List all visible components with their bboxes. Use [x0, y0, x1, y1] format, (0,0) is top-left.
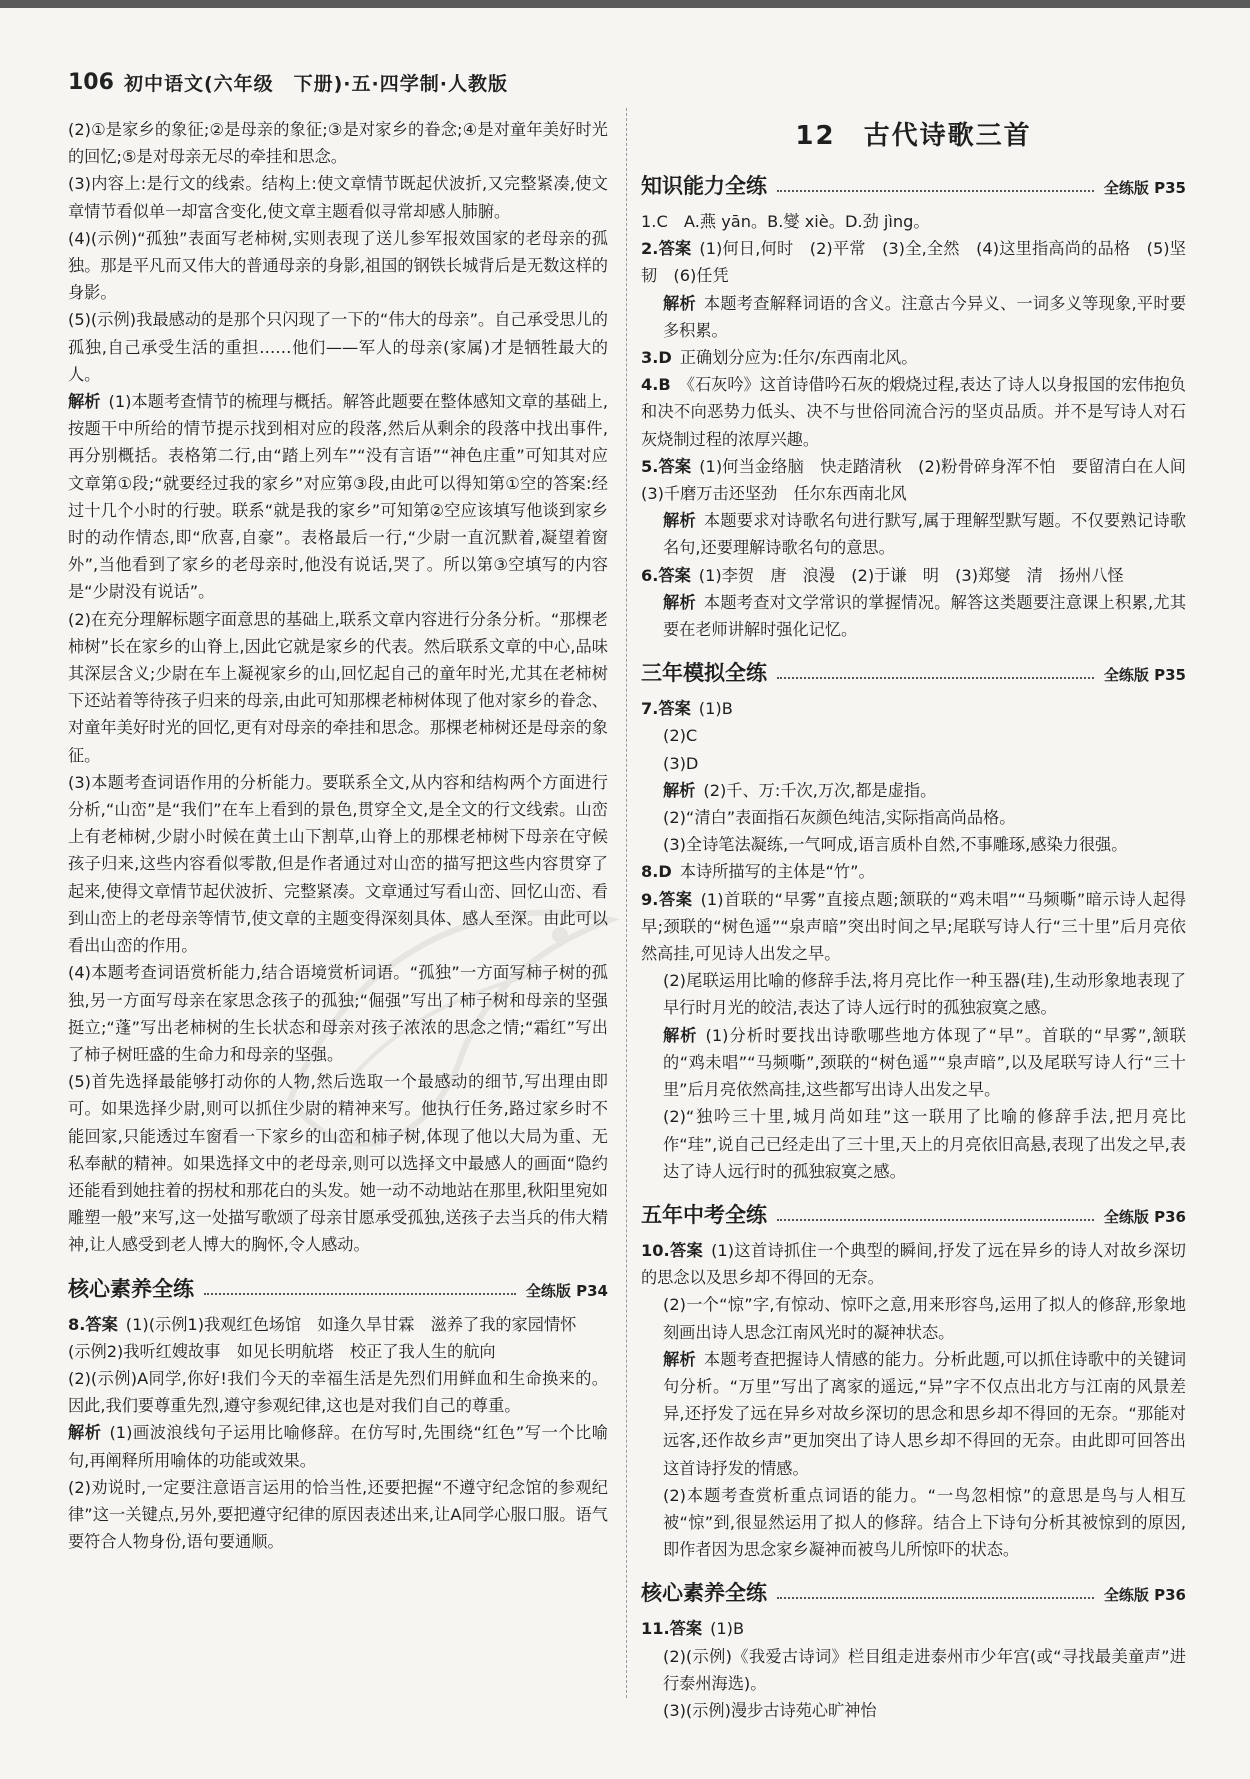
paragraph [68, 1474, 608, 1556]
answer-label: 4.B [641, 375, 671, 395]
paragraph [641, 695, 1186, 722]
paragraph [68, 959, 608, 1068]
answer-label: 解析 [663, 511, 696, 531]
paragraph [641, 1237, 1186, 1291]
paragraph [641, 589, 1186, 643]
paragraph [641, 804, 1186, 831]
paragraph [641, 831, 1186, 858]
dotted-leader [777, 1219, 1094, 1221]
paragraph [641, 1291, 1186, 1345]
page-number: 106 [68, 69, 114, 95]
paragraph [68, 116, 608, 170]
paragraph-text: 本题考查把握诗人情感的能力。分析此题,可以抓住诗歌中的关键词句分析。“万里”写出了离家的遥远,“异”字不仅点出北方与江南的风景差异,还抒发了远在异乡对故乡深切的思念和思乡却不得回的无奈。“那能对远客,还作故乡声”更加突出了诗人思乡却不得回的无奈。由此即可回答出这首诗抒发的情感。 [663, 1349, 1187, 1478]
chapter-title: 12 古代诗歌三首 [795, 121, 1032, 151]
paragraph-text: (2)一个“惊”字,有惊动、惊吓之意,用来形容鸟,运用了拟人的修辞,形象地刻画出诗人思念江南风光时的凝神状态。 [663, 1295, 1186, 1342]
paragraph [641, 886, 1186, 968]
paragraph-text: (1)分析时要找出诗歌哪些地方体现了“早”。首联的“早雾”,颔联的“鸡未唱”“马频嘶”,颈联的“树色遥”“泉声暗”,以及尾联写诗人行“三十里”后月亮依然高挂,这些都写出诗人出发之早。 [663, 1025, 1186, 1100]
paragraph [641, 722, 1186, 749]
paragraph-text: (2)(示例)A同学,你好!我们今天的幸福生活是先烈们用鲜血和生命换来的。因此,我们要尊重先烈,遵守参观纪律,这也是对我们自己的尊重。 [68, 1368, 608, 1416]
paragraph [641, 562, 1186, 589]
answer-label: 9.答案 [641, 889, 693, 909]
paragraph [68, 606, 608, 769]
section-heading [641, 657, 1186, 687]
answer-label: 2.答案 [641, 239, 692, 259]
paragraph-text: (1)这首诗抓住一个典型的瞬间,抒发了远在异乡的诗人对故乡深切的思念以及思乡却不得回的无奈。 [641, 1240, 1186, 1288]
paragraph-text: 本题考查解释词语的含义。注意古今异义、一词多义等现象,平时要多积累。 [663, 293, 1187, 340]
paragraph-text: (示例2)我听红嫂故事 如见长明航塔 校正了我人生的航向 [68, 1341, 496, 1361]
page-header [68, 64, 508, 100]
answer-label: 11.答案 [641, 1619, 703, 1639]
section-ref: 全练版 P36 [1103, 1207, 1186, 1226]
header-title: 初中语文(六年级 下册)·五·四学制·人教版 [123, 72, 508, 95]
answer-label: 6.答案 [641, 565, 691, 585]
paragraph [641, 371, 1186, 453]
answer-label: 解析 [663, 780, 696, 800]
column-divider [626, 108, 627, 1698]
section-heading [641, 1577, 1186, 1607]
dotted-leader [204, 1293, 516, 1295]
paragraph-text: (1)B [710, 1619, 745, 1639]
paragraph [641, 1643, 1186, 1697]
dotted-leader [777, 1597, 1094, 1599]
section-heading [68, 1273, 608, 1303]
paragraph-text: (3)(示例)漫步古诗苑心旷神怡 [663, 1700, 877, 1720]
section-heading [641, 170, 1186, 200]
top-border [0, 0, 1250, 8]
answer-label: 解析 [663, 592, 696, 612]
answer-label: 8.D [641, 862, 672, 882]
paragraph-text: (3)内容上:是行文的线索。结构上:使文章情节既起伏波折,又完整紧凑,使文章情节看似单一却富含变化,使文章主题看似寻常却感人肺腑。 [68, 174, 608, 221]
paragraph [641, 1615, 1186, 1642]
paragraph [641, 235, 1186, 289]
paragraph [641, 1103, 1186, 1185]
paragraph [641, 858, 1186, 885]
paragraph-text: (5)(示例)我最感动的是那个只闪现了一下的“伟大的母亲”。自己承受思儿的孤独,自己承受生活的重担……他们——军人的母亲(家属)才是牺牲最大的人。 [68, 310, 608, 384]
section-ref: 全练版 P34 [525, 1281, 608, 1300]
answer-label: 10.答案 [641, 1240, 704, 1260]
section-title: 核心素养全练 [68, 1276, 194, 1301]
paragraph [68, 1068, 608, 1258]
paragraph [68, 306, 608, 388]
section-title: 核心素养全练 [641, 1581, 767, 1606]
left-column [68, 116, 608, 1555]
section-heading [641, 1199, 1186, 1229]
section-ref: 全练版 P35 [1103, 666, 1186, 685]
paragraph [68, 225, 608, 307]
answer-label: 解析 [663, 1349, 696, 1369]
paragraph [68, 170, 608, 224]
paragraph-text: 本诗所描写的主体是“竹”。 [679, 862, 875, 882]
paragraph-text: 本题考查对文学常识的掌握情况。解答这类题要注意课上积累,尤其要在老师讲解时强化记忆。 [663, 592, 1187, 640]
paragraph-text: (3)全诗笔法凝练,一气呵成,语言质朴自然,不事雕琢,感染力很强。 [663, 835, 1128, 855]
paragraph [641, 967, 1186, 1021]
paragraph-text: (1)首联的“早雾”直接点题;颔联的“鸡未唱”“马频嘶”暗示诗人起得早;颈联的“树色遥”“泉声暗”突出时间之早;尾联写诗人行“三十里”后月亮依然高挂,可见诗人出发之早。 [641, 889, 1186, 964]
paragraph [641, 777, 1186, 804]
paragraph-text: (1)李贺 唐 浪漫 (2)于谦 明 (3)郑燮 清 扬州八怪 [698, 565, 1124, 585]
answer-label: 解析 [68, 1423, 102, 1443]
paragraph [641, 1482, 1186, 1564]
section-title: 五年中考全练 [641, 1202, 767, 1227]
right-column [641, 116, 1203, 1724]
paragraph-text: (2)千、万:千次,万次,都是虚指。 [703, 780, 937, 800]
paragraph [68, 1419, 608, 1473]
paragraph-text: (2)(示例)《我爱古诗词》栏目组走进泰州市少年宫(或“寻找最美童声”进行泰州海选)。 [663, 1646, 1186, 1693]
paragraph-text: (1)何日,何时 (2)平常 (3)全,全然 (4)这里指高尚的品格 (5)坚韧 (6)任凭 [641, 239, 1186, 286]
paragraph-text: (2)①是家乡的象征;②是母亲的象征;③是对家乡的眷念;④是对童年美好时光的回忆;⑤是对母亲无尽的牵挂和思念。 [68, 120, 608, 167]
paragraph [68, 769, 608, 959]
paragraph [641, 1697, 1186, 1724]
paragraph [641, 750, 1186, 777]
paragraph-text: (2)劝说时,一定要注意语言运用的恰当性,还要把握“不遵守纪念馆的参观纪律”这一关键点,另外,要把遵守纪律的原因表述出来,让A同学心服口服。语气要符合人物身份,语句要通顺。 [68, 1477, 608, 1552]
paragraph-text: (2)“独吟三十里,城月尚如珪”这一联用了比喻的修辞手法,把月亮比作“珪”,说自己已经走出了三十里,天上的月亮依旧高悬,表现了出发之早,表达了诗人远行时的孤独寂寞之感。 [663, 1107, 1186, 1181]
paragraph-text: (2)尾联运用比喻的修辞手法,将月亮比作一种玉器(珪),生动形象地表现了早行时月光的皎洁,表达了诗人远行时的孤独寂寞之感。 [663, 971, 1186, 1018]
dotted-leader [777, 677, 1094, 679]
section-ref: 全练版 P35 [1103, 179, 1186, 197]
paragraph [641, 208, 1186, 235]
paragraph [641, 1346, 1186, 1482]
answer-label: 解析 [663, 1025, 698, 1045]
paragraph-text: (1)B [698, 699, 733, 719]
paragraph [641, 453, 1203, 507]
paragraph-text: (1)何当金络脑 快走踏清秋 (2)粉骨碎身浑不怕 要留清白在人间 (3)千磨万击还坚劲 任尔东西南北风 [641, 456, 1203, 504]
paragraph [68, 1338, 608, 1365]
paragraph-text: (1)画波浪线句子运用比喻修辞。在仿写时,先围绕“红色”写一个比喻句,再阐释所用喻体的功能或效果。 [68, 1423, 608, 1470]
paragraph-text: 正确划分应为:任尔/东西南北风。 [679, 348, 918, 368]
answer-label: 解析 [663, 293, 696, 313]
answer-label: 3.D [641, 348, 672, 368]
answer-label: 5.答案 [641, 456, 692, 476]
section-title: 三年模拟全练 [641, 661, 767, 686]
answer-label: 解析 [68, 392, 101, 412]
paragraph [641, 290, 1186, 344]
answer-label: 8.答案 [68, 1314, 118, 1334]
paragraph-text: (2)在充分理解标题字面意思的基础上,联系文章内容进行分条分析。“那棵老柿树”长在家乡的山脊上,因此它就是家乡的代表。然后联系文章的中心,品味其深层含义;少尉在车上凝视家乡的山,回忆起自己的童年时光,尤其在老柿树下还站着等待孩子归来的母亲,由此可知那棵老柿树体现了他对家乡的眷念、对童年美好时光的回忆,更有对母亲的牵挂和思念。那棵老柿树还是母亲的象征。 [68, 609, 608, 765]
paragraph-text: (3)D [663, 753, 699, 773]
paragraph-text: (1)本题考查情节的梳理与概括。解答此题要在整体感知文章的基础上,按题干中所给的情节提示找到相对应的段落,然后从剩余的段落中找出事件,再分别概括。表格第二行,由“踏上列车”“没有言语”“神色庄重”可知其对应文章第①段;“就要经过我的家乡”对应第③段,由此可以得知第①空的答案:经过十几个小时的行驶。联系“就是我的家乡”可知第②空应该填写他谈到家乡时的动作情态,即“欣喜,自豪”。表格最后一行,“少尉一直沉默着,凝望着窗外”,当他看到了家乡的老母亲时,他没有说话,哭了。所以第③空填写的内容是“少尉没有说话”。 [68, 392, 609, 602]
paragraph [641, 507, 1186, 561]
paragraph-text: 本题要求对诗歌名句进行默写,属于理解型默写题。不仅要熟记诗歌名句,还要理解诗歌名句的意思。 [663, 511, 1187, 558]
paragraph [68, 1311, 608, 1338]
paragraph-text: (4)(示例)“孤独”表面写老柿树,实则表现了送儿参军报效国家的老母亲的孤独。那是平凡而又伟大的普通母亲的身影,祖国的钢铁长城背后是无数这样的身影。 [68, 228, 608, 303]
answer-label: 7.答案 [641, 699, 691, 719]
paragraph [68, 388, 608, 606]
paragraph-text: (3)本题考查词语作用的分析能力。要联系全文,从内容和结构两个方面进行分析,“山峦”是“我们”在车上看到的景色,贯穿全文,是全文的行文线索。山峦上有老柿树,少尉小时候在黄土山下割草,山脊上的那棵老柿树下母亲在守候孩子归来,这些内容看似零散,但是作者通过对山峦的描写把这些内容贯穿了起来,使得文章情节起伏波折、完整紧凑。文章通过写看山峦、回忆山峦、看到山峦上的老母亲等情节,使文章的主题变得深刻具体、感人至深。由此可以看出山峦的作用。 [68, 772, 608, 956]
section-ref: 全练版 P36 [1103, 1586, 1186, 1605]
paragraph-text: (2)“清白”表面指石灰颜色纯洁,实际指高尚品格。 [663, 808, 1016, 828]
dotted-leader [777, 190, 1094, 192]
paragraph-text: (2)C [663, 726, 698, 746]
paragraph [641, 1022, 1186, 1104]
section-title: 知识能力全练 [641, 174, 767, 198]
paragraph-text: 《石灰吟》这首诗借吟石灰的煅烧过程,表达了诗人以身报国的宏伟抱负和决不向恶势力低头、决不与世俗同流合污的坚贞品质。并不是写诗人对石灰烧制过程的浓厚兴趣。 [641, 375, 1186, 449]
paragraph [641, 344, 1186, 371]
paragraph-text: (5)首先选择最能够打动你的人物,然后选取一个最感动的细节,写出理由即可。如果选择少尉,则可以抓住少尉的精神来写。他执行任务,路过家乡时不能回家,只能透过车窗看一下家乡的山峦和柿子树,体现了他以大局为重、无私奉献的精神。如果选择文中的老母亲,则可以选择文中最感人的画面“隐约还能看到她拄着的拐杖和那花白的头发。她一动不动地站在那里,秋阳里宛如雕塑一般”来写,这一处描写歌颂了母亲甘愿承受孤独,送孩子去当兵的伟大精神,让人感受到老人博大的胸怀,令人感动。 [68, 1072, 608, 1255]
paragraph-text: (1)(示例1)我观红色场馆 如逢久旱甘霖 滋养了我的家园情怀 [125, 1314, 577, 1334]
paragraph [68, 1365, 608, 1419]
paragraph-text: (2)本题考查赏析重点词语的能力。“一鸟忽相惊”的意思是鸟与人相互被“惊”到,很显然运用了拟人的修辞。结合上下诗句分析其被惊到的原因,即作者因为思念家乡凝神而被鸟儿所惊吓的状态。 [663, 1485, 1186, 1560]
paragraph-text: 1.C A.燕 yān。B.燮 xiè。D.劲 jìng。 [641, 212, 930, 231]
paragraph-text: (4)本题考查词语赏析能力,结合语境赏析词语。“孤独”一方面写柿子树的孤独,另一方面写母亲在家思念孩子的孤独;“倔强”写出了柿子树和母亲的坚强挺立;“蓬”写出老柿树的生长状态和母亲对孩子浓浓的思念之情;“霜红”写出了柿子树旺盛的生命力和母亲的坚强。 [68, 963, 608, 1064]
